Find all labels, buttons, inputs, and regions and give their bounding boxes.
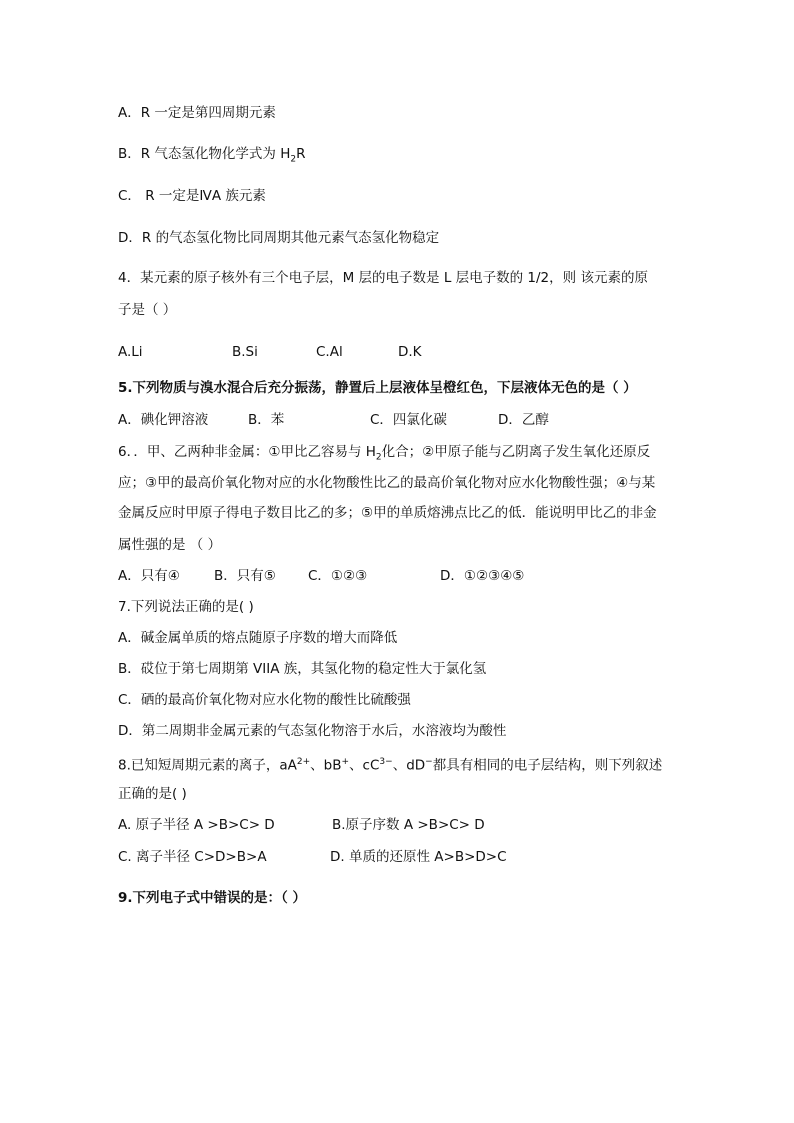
q6-option-b: B．只有⑤ xyxy=(214,568,276,584)
q4-option-a: A.Li xyxy=(118,344,143,360)
q3-option-b xyxy=(118,144,306,170)
q8-ion-c: 、cC xyxy=(349,757,380,774)
q6-stem-line1-text-end: 化合；②甲原子能与乙阴离子发生氧化还原反 xyxy=(381,444,651,460)
q4-option-c: C.Al xyxy=(316,344,343,360)
q3-option-a: A．R 一定是第四周期元素 xyxy=(118,105,276,121)
q7-option-b: B．砹位于第七周期第 VIIA 族，其氢化物的稳定性大于氯化氢 xyxy=(118,661,487,677)
q8-option-d: D. 单质的还原性 A>B>D>C xyxy=(330,849,507,865)
q6-stem-line1 xyxy=(118,442,650,468)
q8-ion-c-charge: 3− xyxy=(379,757,393,767)
q6-stem-line1-subscript: 2 xyxy=(375,452,382,463)
q6-stem-line3: 金属反应时甲原子得电子数目比乙的多；⑤甲的单质熔沸点比乙的低．能说明甲比乙的非金 xyxy=(118,505,657,521)
q8-option-a: A. 原子半径 A >B>C> D xyxy=(118,817,275,833)
q5-stem: 5.下列物质与溴水混合后充分振荡，静置后上层液体呈橙红色，下层液体无色的是（ ） xyxy=(118,380,637,396)
q6-option-c: C．①②③ xyxy=(308,568,368,584)
q8-stem-line2: 正确的是( ) xyxy=(118,786,187,802)
q8-ion-a-charge: 2+ xyxy=(296,757,311,767)
q8-ion-b-charge: + xyxy=(341,757,350,767)
q8-stem-line1-end: 都具有相同的电子层结构，则下列叙述 xyxy=(432,757,663,774)
q8-stem-line1 xyxy=(118,752,662,776)
q6-option-a: A．只有④ xyxy=(118,568,180,584)
q4-option-b: B.Si xyxy=(232,344,258,360)
q4-stem-line2: 子是（ ） xyxy=(118,302,177,318)
q5-option-c: C．四氯化碳 xyxy=(370,412,447,428)
q8-ion-a: 8.已知短周期元素的离子，aA xyxy=(118,757,297,774)
q4-stem-line1: 4．某元素的原子核外有三个电子层，M 层的电子数是 L 层电子数的 1/2，则 该元素的原 xyxy=(118,270,648,286)
q6-stem-line2: 应；③甲的最高价氧化物对应的水化物酸性比乙的最高价氧化物对应水化物酸性强；④与某 xyxy=(118,475,656,491)
q3-option-b-text-end: R xyxy=(296,146,306,162)
q7-option-c: C．硒的最高价氧化物对应水化物的酸性比硫酸强 xyxy=(118,692,411,708)
q6-stem-line4: 属性强的是 （ ） xyxy=(118,537,222,553)
q7-option-d: D．第二周期非金属元素的气态氢化物溶于水后，水溶液均为酸性 xyxy=(118,723,507,739)
q8-option-c: C. 离子半径 C>D>B>A xyxy=(118,849,267,865)
q7-option-a: A．碱金属单质的熔点随原子序数的增大而降低 xyxy=(118,630,398,646)
q6-option-d: D．①②③④⑤ xyxy=(440,568,525,584)
q7-stem: 7.下列说法正确的是( ) xyxy=(118,599,254,615)
q3-option-b-subscript: 2 xyxy=(290,154,297,165)
q9-stem: 9.下列电子式中错误的是：（ ） xyxy=(118,890,306,906)
q5-option-b: B．苯 xyxy=(248,412,285,428)
q6-stem-line1-text: 6．．甲、乙两种非金属：①甲比乙容易与 H xyxy=(118,444,376,460)
q8-ion-d: 、dD xyxy=(392,757,426,774)
q4-option-d: D.K xyxy=(398,344,422,360)
q5-option-a: A．碘化钾溶液 xyxy=(118,412,209,428)
q8-ion-b: 、bB xyxy=(310,757,342,774)
q3-option-c: C． R 一定是ⅣA 族元素 xyxy=(118,188,266,204)
q5-option-d: D．乙醇 xyxy=(498,412,549,428)
q8-ion-d-charge: − xyxy=(425,757,433,767)
q3-option-b-text: B．R 气态氢化物化学式为 H xyxy=(118,146,291,162)
q8-option-b: B.原子序数 A >B>C> D xyxy=(332,817,485,833)
q3-option-d: D．R 的气态氢化物比同周期其他元素气态氢化物稳定 xyxy=(118,230,440,246)
